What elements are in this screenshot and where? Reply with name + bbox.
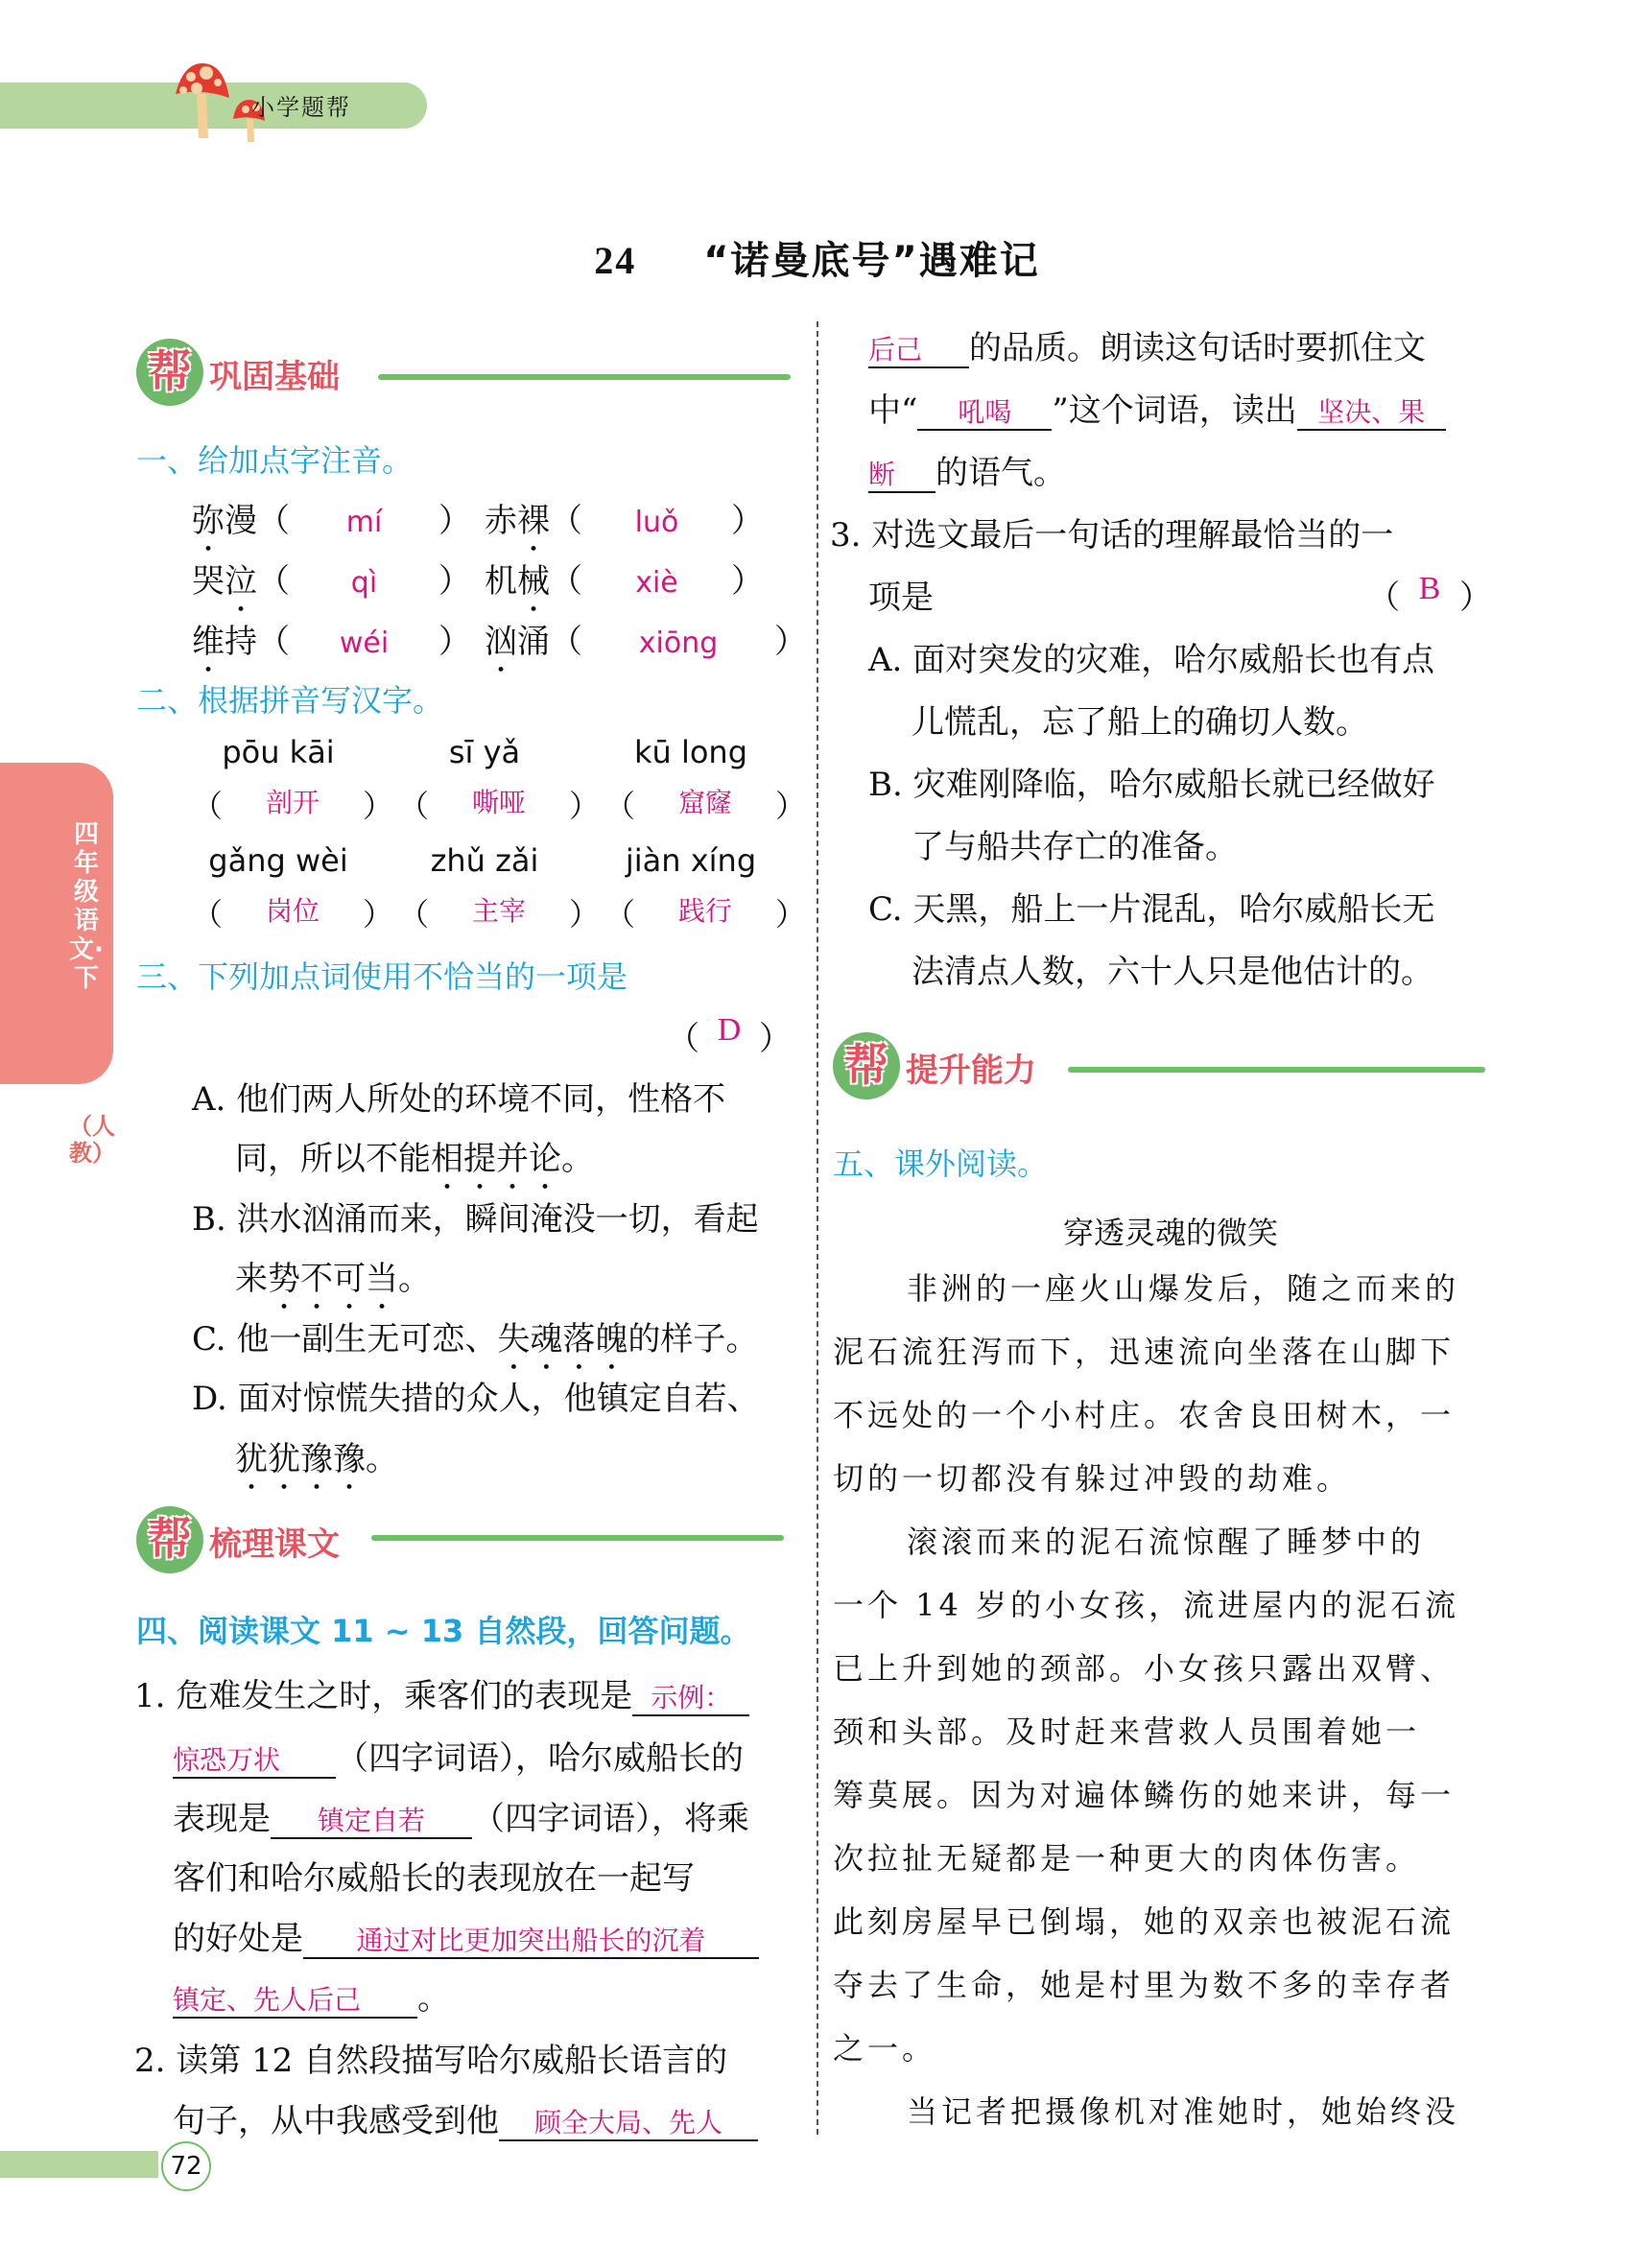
q4-1-blank[interactable]: 通过对比更加突出船长的沉着 <box>303 1922 759 1959</box>
q3-option-d: D. 面对惊慌失措的众人，他镇定自若、 <box>192 1380 760 1418</box>
q3-option-a-cont: 同，所以不能相提并论。 <box>235 1140 594 1178</box>
q2-answer: 践行 <box>677 895 732 927</box>
q4-1-blank[interactable]: 示例： <box>632 1679 749 1716</box>
q3-answer-box[interactable]: （ D ） <box>667 1012 792 1058</box>
passage-line: 之一。 <box>833 2030 937 2067</box>
q3-option-a: A. 他们两人所处的环境不同，性格不 <box>192 1080 726 1119</box>
q3-option-c: C. 他一副生无可恋、失魂落魄的样子。 <box>192 1320 759 1358</box>
banner-rule <box>378 374 791 380</box>
passage-line: 泥石流狂泻而下，迅速流向坐落在山脚下 <box>833 1334 1456 1370</box>
passage-line: 当记者把摄像机对准她时，她始终没 <box>907 2093 1460 2130</box>
q1-item: 机械（ xiè ） <box>485 562 764 601</box>
q4-1-line2: 惊恐万状 （四字词语），哈尔威船长的 <box>173 1739 744 1778</box>
banner-bang: 帮 <box>148 1513 192 1565</box>
q4-2-line3: 后己 的品质。朗读这句话时要抓住文 <box>868 329 1426 367</box>
banner-bang: 帮 <box>844 1039 888 1091</box>
q1-item: 赤裸（ luǒ ） <box>485 502 764 540</box>
banner-label: 巩固基础 <box>209 358 340 396</box>
footer-band <box>0 2151 158 2178</box>
banner-bang: 帮 <box>148 345 192 397</box>
q4-3-option-a: A. 面对突发的灾难，哈尔威船长也有点 <box>868 641 1435 679</box>
q2-pinyin: sī yǎ <box>448 734 521 770</box>
q2-pinyin: kū long <box>633 734 748 770</box>
q4-3-line1: 3. 对选文最后一句话的理解最恰当的一 <box>830 516 1394 555</box>
passage-line: 夺去了生命，她是村里为数不多的幸存者 <box>833 1967 1456 2003</box>
q2-answer: 嘶哑 <box>471 787 526 818</box>
banner-sort-text <box>136 1499 789 1575</box>
q4-3-option-a-cont: 儿慌乱，忘了船上的确切人数。 <box>912 703 1368 742</box>
q3-option-d-cont: 犹犹豫豫。 <box>235 1440 398 1478</box>
banner-improve <box>833 1025 1485 1101</box>
q4-3-option-b: B. 灾难刚降临，哈尔威船长就已经做好 <box>868 766 1435 804</box>
banner-rule <box>1068 1067 1485 1073</box>
q1-item: 弥漫（ mí ） <box>192 502 471 540</box>
q4-2-line5: 断 的语气。 <box>868 454 1066 492</box>
q1-word: 维持 <box>192 623 257 661</box>
q4-2-line4: 中“ 吼喝 ”这个词语，读出 坚决、果 <box>868 384 1446 431</box>
q4-2-blank[interactable]: 顾全大局、先人 <box>499 2104 758 2141</box>
q2-answer-box[interactable]: （ 主宰 ） <box>398 890 600 934</box>
q4-2-blank[interactable]: 断 <box>868 456 935 493</box>
q4-1-line5: 的好处是 通过对比更加突出船长的沉着 <box>173 1912 759 1959</box>
q4-3-line2: 项是 <box>868 579 934 617</box>
q1-answer[interactable]: qì <box>350 566 378 600</box>
lesson-title <box>0 230 1634 285</box>
column-divider <box>817 321 818 2135</box>
q4-1-line1: 1. 危难发生之时，乘客们的表现是 示例： <box>134 1669 749 1716</box>
banner-rule <box>371 1535 784 1541</box>
q4-1-line4: 客们和哈尔威船长的表现放在一起写 <box>173 1859 695 1898</box>
q2-answer-box[interactable]: （ 践行 ） <box>604 890 806 934</box>
q4-1-line3: 表现是 镇定自若 （四字词语），将乘 <box>173 1800 749 1838</box>
q4-3-option-b-cont: 了与船共存亡的准备。 <box>912 828 1238 866</box>
q2-answer-box[interactable]: （ 岗位 ） <box>192 890 393 934</box>
q4-1-blank[interactable]: 惊恐万状 <box>173 1741 336 1779</box>
side-edition-label: （人教） <box>69 1113 115 1167</box>
passage-line: 次拉扯无疑都是一种更大的肉体伤害。 <box>833 1840 1421 1877</box>
q1-answer[interactable]: luǒ <box>634 506 679 539</box>
q4-2-blank[interactable]: 坚决、果 <box>1297 393 1446 431</box>
q4-3-option-c: C. 天黑，船上一片混乱，哈尔威船长无 <box>868 890 1435 929</box>
passage-line: 已上升到她的颈部。小女孩只露出双臂、 <box>833 1650 1456 1687</box>
passage-line: 切的一切都没有躲过冲毁的劫难。 <box>833 1460 1352 1497</box>
q4-2-blank[interactable]: 后己 <box>868 331 969 368</box>
banner-consolidate <box>136 331 789 408</box>
passage-line: 此刻房屋早已倒塌，她的双亲也被泥石流 <box>833 1903 1456 1940</box>
q2-pinyin: zhǔ zǎi <box>430 842 539 879</box>
q4-1-line6: 镇定、先人后己 。 <box>173 1979 450 2018</box>
q4-3-answer: B <box>1418 571 1441 606</box>
q2-answer: 岗位 <box>265 895 320 927</box>
q1-item: 汹涌（ xiōng ） <box>485 623 807 661</box>
q2-answer: 窟窿 <box>677 787 732 818</box>
passage-line: 滚滚而来的泥石流惊醒了睡梦中的 <box>907 1524 1426 1560</box>
q4-2-line2: 句子，从中我感受到他 顾全大局、先人 <box>173 2094 758 2141</box>
q1-word: 赤裸 <box>485 502 550 540</box>
passage-line: 筹莫展。因为对遍体鳞伤的她来讲，每一 <box>833 1777 1456 1813</box>
q1-answer[interactable]: xiōng <box>638 626 719 660</box>
q1-word: 弥漫 <box>192 502 257 540</box>
q2-answer-box[interactable]: （ 剖开 ） <box>192 782 393 826</box>
q3-heading: 三、下列加点词使用不恰当的一项是 <box>136 958 628 995</box>
side-grade-label: 四年级语文·下 <box>69 820 104 993</box>
page-number: 72 <box>161 2141 211 2191</box>
q2-answer-box[interactable]: （ 窟窿 ） <box>604 782 806 826</box>
passage-line: 一个 14 岁的小女孩，流进屋内的泥石流 <box>833 1587 1460 1623</box>
brand-label: 小学题帮 <box>251 94 351 121</box>
q2-pinyin: jiàn xíng <box>625 842 757 879</box>
q1-item: 维持（ wéi ） <box>192 623 471 661</box>
lesson-name: “诺曼底号”遇难记 <box>703 239 1040 283</box>
q2-pinyin: pōu kāi <box>222 734 335 770</box>
q4-3-option-c-cont: 法清点人数，六十人只是他估计的。 <box>912 953 1433 991</box>
q1-answer[interactable]: mí <box>345 506 383 539</box>
q3-option-b: B. 洪水汹涌而来，瞬间淹没一切，看起 <box>192 1200 759 1239</box>
q1-word: 汹涌 <box>485 623 550 661</box>
q2-pinyin: gǎng wèi <box>208 842 348 879</box>
q4-3-answer-box[interactable]: （ B ） <box>1367 571 1492 617</box>
q5-heading: 五、课外阅读。 <box>833 1146 1049 1182</box>
q2-heading: 二、根据拼音写汉字。 <box>136 682 444 719</box>
q4-1-blank[interactable]: 镇定、先人后己 <box>173 1981 417 2019</box>
q1-heading: 一、给加点字注音。 <box>136 442 414 479</box>
q1-answer[interactable]: xiè <box>635 566 678 600</box>
q3-answer: D <box>717 1012 742 1048</box>
q4-1-blank[interactable]: 镇定自若 <box>271 1802 472 1839</box>
passage-title: 穿透灵魂的微笑 <box>1062 1215 1278 1251</box>
q1-word: 哭泣 <box>192 562 257 601</box>
banner-label: 提升能力 <box>906 1051 1036 1090</box>
banner-label: 梳理课文 <box>209 1525 340 1564</box>
q4-heading: 四、阅读课文 11 ~ 13 自然段，回答问题。 <box>136 1613 751 1649</box>
passage-line: 颈和头部。及时赶来营救人员围着她一 <box>833 1713 1421 1750</box>
passage-line: 非洲的一座火山爆发后，随之而来的 <box>907 1270 1460 1307</box>
q1-answer[interactable]: wéi <box>339 626 390 660</box>
q4-2-line1: 2. 读第 12 自然段描写哈尔威船长语言的 <box>134 2042 728 2080</box>
q2-answer: 剖开 <box>265 787 320 818</box>
q1-word: 机械 <box>485 562 550 601</box>
q2-answer: 主宰 <box>471 895 526 927</box>
passage-line: 不远处的一个小村庄。农舍良田树木，一 <box>833 1397 1456 1433</box>
lesson-number: 24 <box>594 239 637 282</box>
q2-answer-box[interactable]: （ 嘶哑 ） <box>398 782 600 826</box>
q3-option-b-cont: 来势不可当。 <box>235 1260 431 1298</box>
q1-item: 哭泣（ qì ） <box>192 562 471 601</box>
q4-2-blank[interactable]: 吼喝 <box>917 393 1052 431</box>
